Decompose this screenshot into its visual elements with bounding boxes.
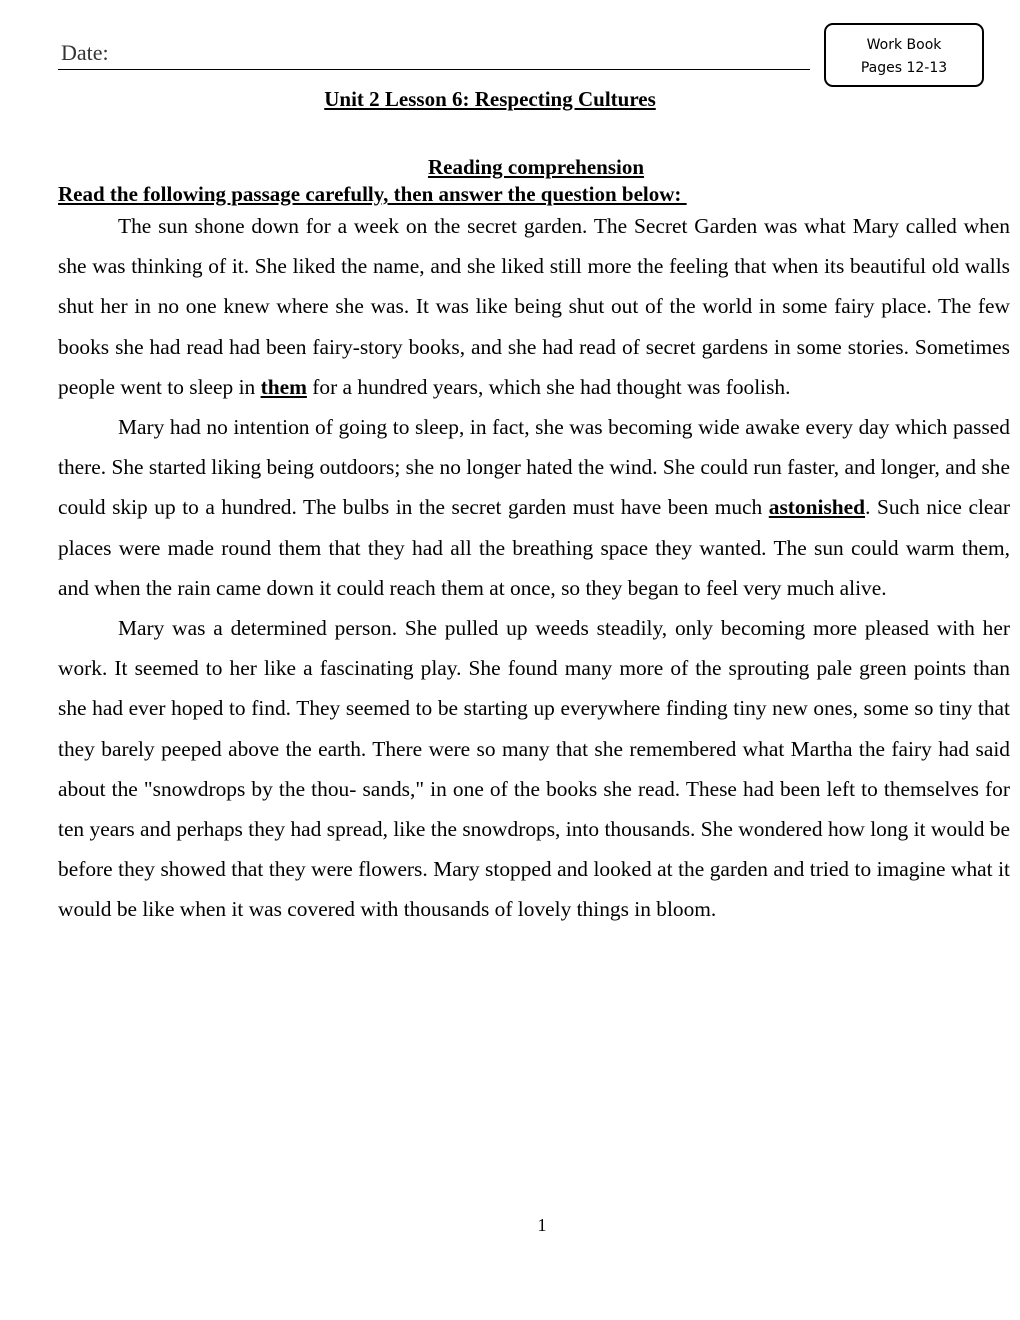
keyword-them: them	[260, 374, 307, 399]
passage-text: for a hundred years, which she had thought was foolish.	[306, 374, 791, 399]
workbook-pages: Pages 12-13	[860, 60, 948, 76]
passage-text: Mary had no intention of going to sleep, in fact, she was becoming wide awake every day which passed there. She started liking being outdoors; she no longer hated the wind. She could run faster, and longer, and she could skip up to a hundred. The bulbs in the secret garden must have been much	[58, 415, 1010, 520]
keyword-astonished: astonished	[768, 495, 866, 520]
passage-paragraph-3: Mary was a determined person. She pulled up weeds steadily, only becoming more pleased with her work. It seemed to her like a fascinating play. She found many more of the sprouting pale green points than she had ever hoped to find. They seemed to be starting up everywhere finding tiny new ones, some so tiny that they barely peeped above the earth. There were so many that she remembered what Martha the fairy had said about the "snowdrops by the thou- sands," in one of the books she read. These had been left to themselves for ten years and perhaps they had spread, like the snowdrops, into thousands. She wondered how long it would be before they showed that they were flowers. Mary stopped and looked at the garden and tried to imagine what it would be like when it was covered with thousands of lovely things in bloom.	[58, 616, 1010, 922]
date-label: Date:	[61, 40, 109, 65]
passage-paragraph-2	[58, 407, 1010, 608]
page-number: 1	[537, 1215, 547, 1235]
passage-text: . Such nice clear places were made round them that they had all the breathing space they wanted. The sun could warm them, and when the rain came down it could reach them at once, so they began to feel very much alive.	[58, 495, 1010, 600]
passage-text: The sun shone down for a week on the secret garden. The Secret Garden was what Mary called when she was thinking of it. She liked the name, and she liked still more the feeling that when its beautiful old walls shut her in no one knew where she was. It was like being shut out of the world in some fairy place. The few books she had read had been fairy-story books, and she had read of secret gardens in some stories. Sometimes people went to sleep in	[58, 214, 1010, 399]
instruction-text: Read the following passage carefully, then answer the question below:	[58, 182, 687, 206]
reading-passage	[58, 206, 1010, 930]
page-title: Unit 2 Lesson 6: Respecting Cultures	[324, 87, 656, 111]
workbook-label: Work Book	[866, 37, 942, 53]
section-title: Reading comprehension	[427, 155, 645, 179]
date-line	[58, 69, 810, 70]
workbook-pages-box	[824, 23, 984, 87]
passage-paragraph-1	[58, 206, 1010, 407]
